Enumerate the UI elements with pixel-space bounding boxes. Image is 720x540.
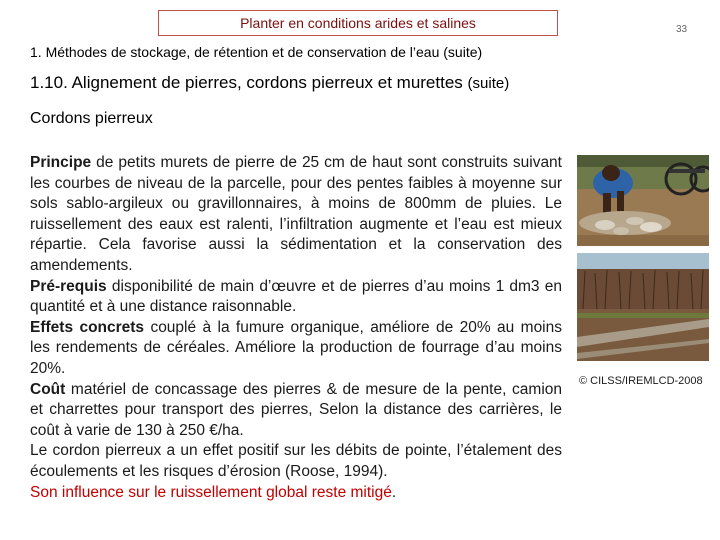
photo-stone-bunds xyxy=(577,253,709,361)
paragraph-influence xyxy=(30,483,562,504)
text-influence: Son influence sur le ruissellement global reste mitigé xyxy=(30,483,392,501)
text-prerequis: disponibilité de main d’œuvre et de pierres d’au moins 1 dm3 en quantité et à une distance raisonnable. xyxy=(30,277,562,316)
label-prerequis: Pré-requis xyxy=(30,277,107,295)
text-cout: matériel de concassage des pierres & de mesure de la pente, camion et charrettes pour transport des pierres, Selon la distance des carrières, le coût à varie de 130 à 250 €/ha. xyxy=(30,380,562,439)
body-text xyxy=(30,153,562,503)
subsection-title xyxy=(30,73,509,93)
slide-title: Planter en conditions arides et salines xyxy=(240,15,476,31)
label-effets: Effets concrets xyxy=(30,318,145,336)
subsection-title-suffix: (suite) xyxy=(467,75,510,92)
paragraph-principe xyxy=(30,153,562,277)
slide-title-box xyxy=(158,10,558,36)
label-principe: Principe xyxy=(30,154,92,171)
photo-stone-crushing xyxy=(577,155,709,246)
photo-credit: © CILSS/IREMLCD-2008 xyxy=(579,375,703,387)
paragraph-cordon: Le cordon pierreux a un effet positif sur les débits de pointe, l’étalement des écoulements et les risques d’érosion (Roose, 1994). xyxy=(30,442,562,480)
content-heading: Cordons pierreux xyxy=(30,110,153,127)
subsection-title-main: 1.10. Alignement de pierres, cordons pierreux et murettes xyxy=(30,73,463,92)
paragraph-cout xyxy=(30,380,562,442)
text-effets: couplé à la fumure organique, améliore de 20% au moins les rendements de céréales. Améliore la production de fourrage d’au moins 20%. xyxy=(30,318,562,377)
text-influence-end: . xyxy=(391,483,397,501)
paragraph-effets xyxy=(30,318,562,380)
paragraph-prerequis xyxy=(30,277,562,318)
section-title: 1. Méthodes de stockage, de rétention et de conservation de l’eau (suite) xyxy=(30,44,483,60)
page-number: 33 xyxy=(676,24,688,35)
text-principe: de petits murets de pierre de 25 cm de haut sont construits suivant les courbes de niveau de la parcelle, pour des pentes faibles à moyenne sur sols sablo-argileux ou gravillonnaires, à moins de 800mm de pluies. Le ruissellement des eaux est ralenti, l’infiltration augmente et l’eau est mieux répartie. Cela favorise aussi la sédimentation et la conservation des amendements. xyxy=(30,154,562,274)
label-cout: Coût xyxy=(30,380,66,398)
